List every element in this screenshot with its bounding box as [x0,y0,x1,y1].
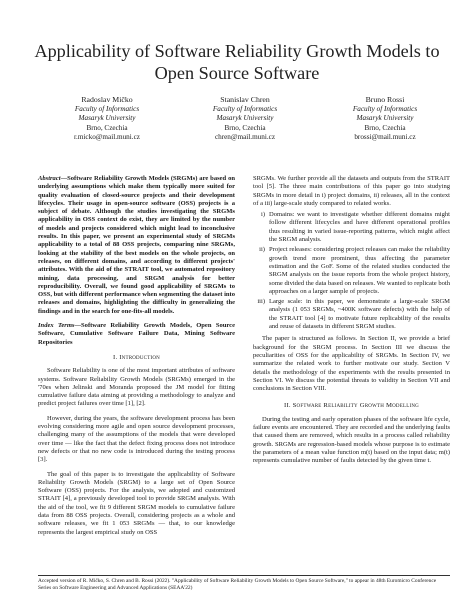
author-email: r.micko@mail.muni.cz [74,133,140,142]
intro-paragraph-1: Software Reliability is one of the most important attributes of software systems. Software Reliability Growth Models (SRGMs) emerged in the '70es when Jelinski and Moranda proposed the JM model for fitting cumulative failure data aiming at providing a methodology to analyze and predict project failures over time [1], [2]. [38,367,235,408]
section-heading-introduction: I. Introduction [113,353,160,361]
contributions-intro: SRGMs. We further provide all the datasets and outputs from the STRAIT tool [5]. The three main contributions of this paper go into studying SRGMs in more detail in i) project domains, ii) releases, all in the context of a iii) large-scale study compared to related works. [253,175,450,207]
srgm-paragraph: During the testing and early operation phases of the software life cycle, failure events are encountered. They are recorded and the underlying faults that caused them are removed, which results in a process called reliability growth. SRGMs are regression-based models whose purpose is to estimate the parameters of a mean value function m(t) based on the input data; m(t) represents cumulative number of faults detected by the given time t. [253,415,450,465]
left-column [38,175,235,537]
list-item-text: Domains: we want to investigate whether different domains might follow different lifecycles and have different operational profiles thus resulting in varied issue-reporting patterns, which might affect the SRGM analysis. [269,211,450,244]
section-heading-srgm: II. Software Reliability Growth Modelling [284,402,419,410]
author-city: Brno, Czechia [86,123,128,132]
author-university: Masaryk University [216,114,274,123]
intro-paragraph-3: The goal of this paper is to investigate the applicability of Software Reliability Growth Models (SRGM) to a large set of Open Source Software (OSS) projects. For the analysis, we adopted and customized STRAIT [4], a previously developed tool to provide SRGM analysis. With the aid of the tool, we fit 9 different SRGM models to cumulative failure data from 88 OSS projects. Overall, considering projects as a whole and software releases, we fit 1 053 SRGMs — that, to our knowledge represents the largest empirical study on OSS [38,470,235,536]
author-affiliation: Faculty of Informatics [74,104,140,113]
list-marker: i) [261,211,265,219]
structure-paragraph: The paper is structured as follows. In Section II, we provide a brief background for the SRGM process. In Section III we discuss the peculiarities of OSS for the applicability of SRGMs. In Section IV, we summarize the related work to further motivate our study. Section V details the methodology of the experiments with the results presented in Section VI. We discuss the potential threats to validity in Section VII and conclusions in Section VIII. [253,335,450,393]
index-terms-label: Index Terms [38,322,75,330]
list-item [253,246,450,296]
intro-paragraph-2: However, during the years, the software development process has been evolving considering more agile and open source development processes, challenging many of the assumptions of the models that were developed over time — like the fact that the defect fixing process does not introduce new defects or that no new code is introduced during the testing process [3]. [38,414,235,464]
author-name: Radoslav Mičko [81,95,133,104]
index-terms-text: —Software Reliability Growth Models, Open Source Software, Cumulative Software Failure Data, Mining Software Repositories [38,322,235,346]
list-marker: iii) [257,298,265,306]
footer-note: Accepted version of R. Mičko, S. Chren and B. Rossi (2022). "Applicability of Software Reliability Growth Models to Open Source Software," to appear in 48th Euromicro Conference Series on Software Engineering and Advanced Applications (SEAA'22) [38,578,437,591]
list-item [253,211,450,244]
right-column [253,175,450,466]
author-3 [310,95,460,143]
abstract-text: —Software Reliability Growth Models (SRGMs) are based on underlying assumptions which make them typically more suited for quality evaluation of closed-source projects and their development lifecycles. Their usage in open-source software (OSS) projects is a subject of debate. Although the studies investigating the SRGMs applicability in OSS context do exist, they are limited by the number of models and projects considered which might lead to inconclusive results. In this paper, we present an experimental study of SRGMs applicability to a total of 88 OSS projects, comparing nine SRGMs, looking at the stability of the best models on the whole projects, on releases, on different domains, and according to different projects' attributes. With the aid of the STRAIT tool, we automated repository mining, data processing, and SRGM analysis for better reproducibility. Overall, we found good applicability of SRGMs to OSS, but with different performance when segmenting the dataset into releases and domains, highlighting the difficulty in generalizing the findings and in the search for one-fits-all models. [38,175,236,315]
author-university: Masaryk University [356,114,414,123]
author-affiliation: Faculty of Informatics [212,104,278,113]
abstract [38,175,235,316]
list-marker: ii) [259,246,265,254]
author-2 [170,95,320,143]
paper-title: Applicability of Software Reliability Growth Models to Open Source Software [34,41,440,83]
author-affiliation: Faculty of Informatics [352,104,418,113]
author-university: Masaryk University [78,114,136,123]
author-email: chren@mail.muni.cz [214,133,276,142]
index-terms [38,322,235,347]
abstract-label: Abstract [38,175,61,182]
author-name: Stanislav Chren [220,95,270,104]
author-city: Brno, Czechia [364,123,406,132]
footer-divider [38,575,450,576]
author-email: brossi@mail.muni.cz [354,133,416,142]
list-item [253,298,450,331]
author-name: Bruno Rossi [365,95,405,104]
author-city: Brno, Czechia [224,123,266,132]
list-item-text: Large scale: in this paper, we demonstrate a large-scale SRGM analysis (1 053 SRGMs, ~400K software defects) with the help of the STRAIT tool [4] to motivate future replicability of the results and reuse of datasets in different SRGM studies. [269,298,450,331]
author-1 [32,95,182,143]
list-item-text: Project releases: considering project releases can make the reliability growth trend more prominent, thus affecting the parameter estimation and the GoF. Some of the related studies conducted the SRGM analysis on the issue reports from the whole project history, some divided the data based on releases. We wanted to replicate both approaches on a larger sample of projects. [269,246,450,295]
contributions-list [253,211,450,331]
